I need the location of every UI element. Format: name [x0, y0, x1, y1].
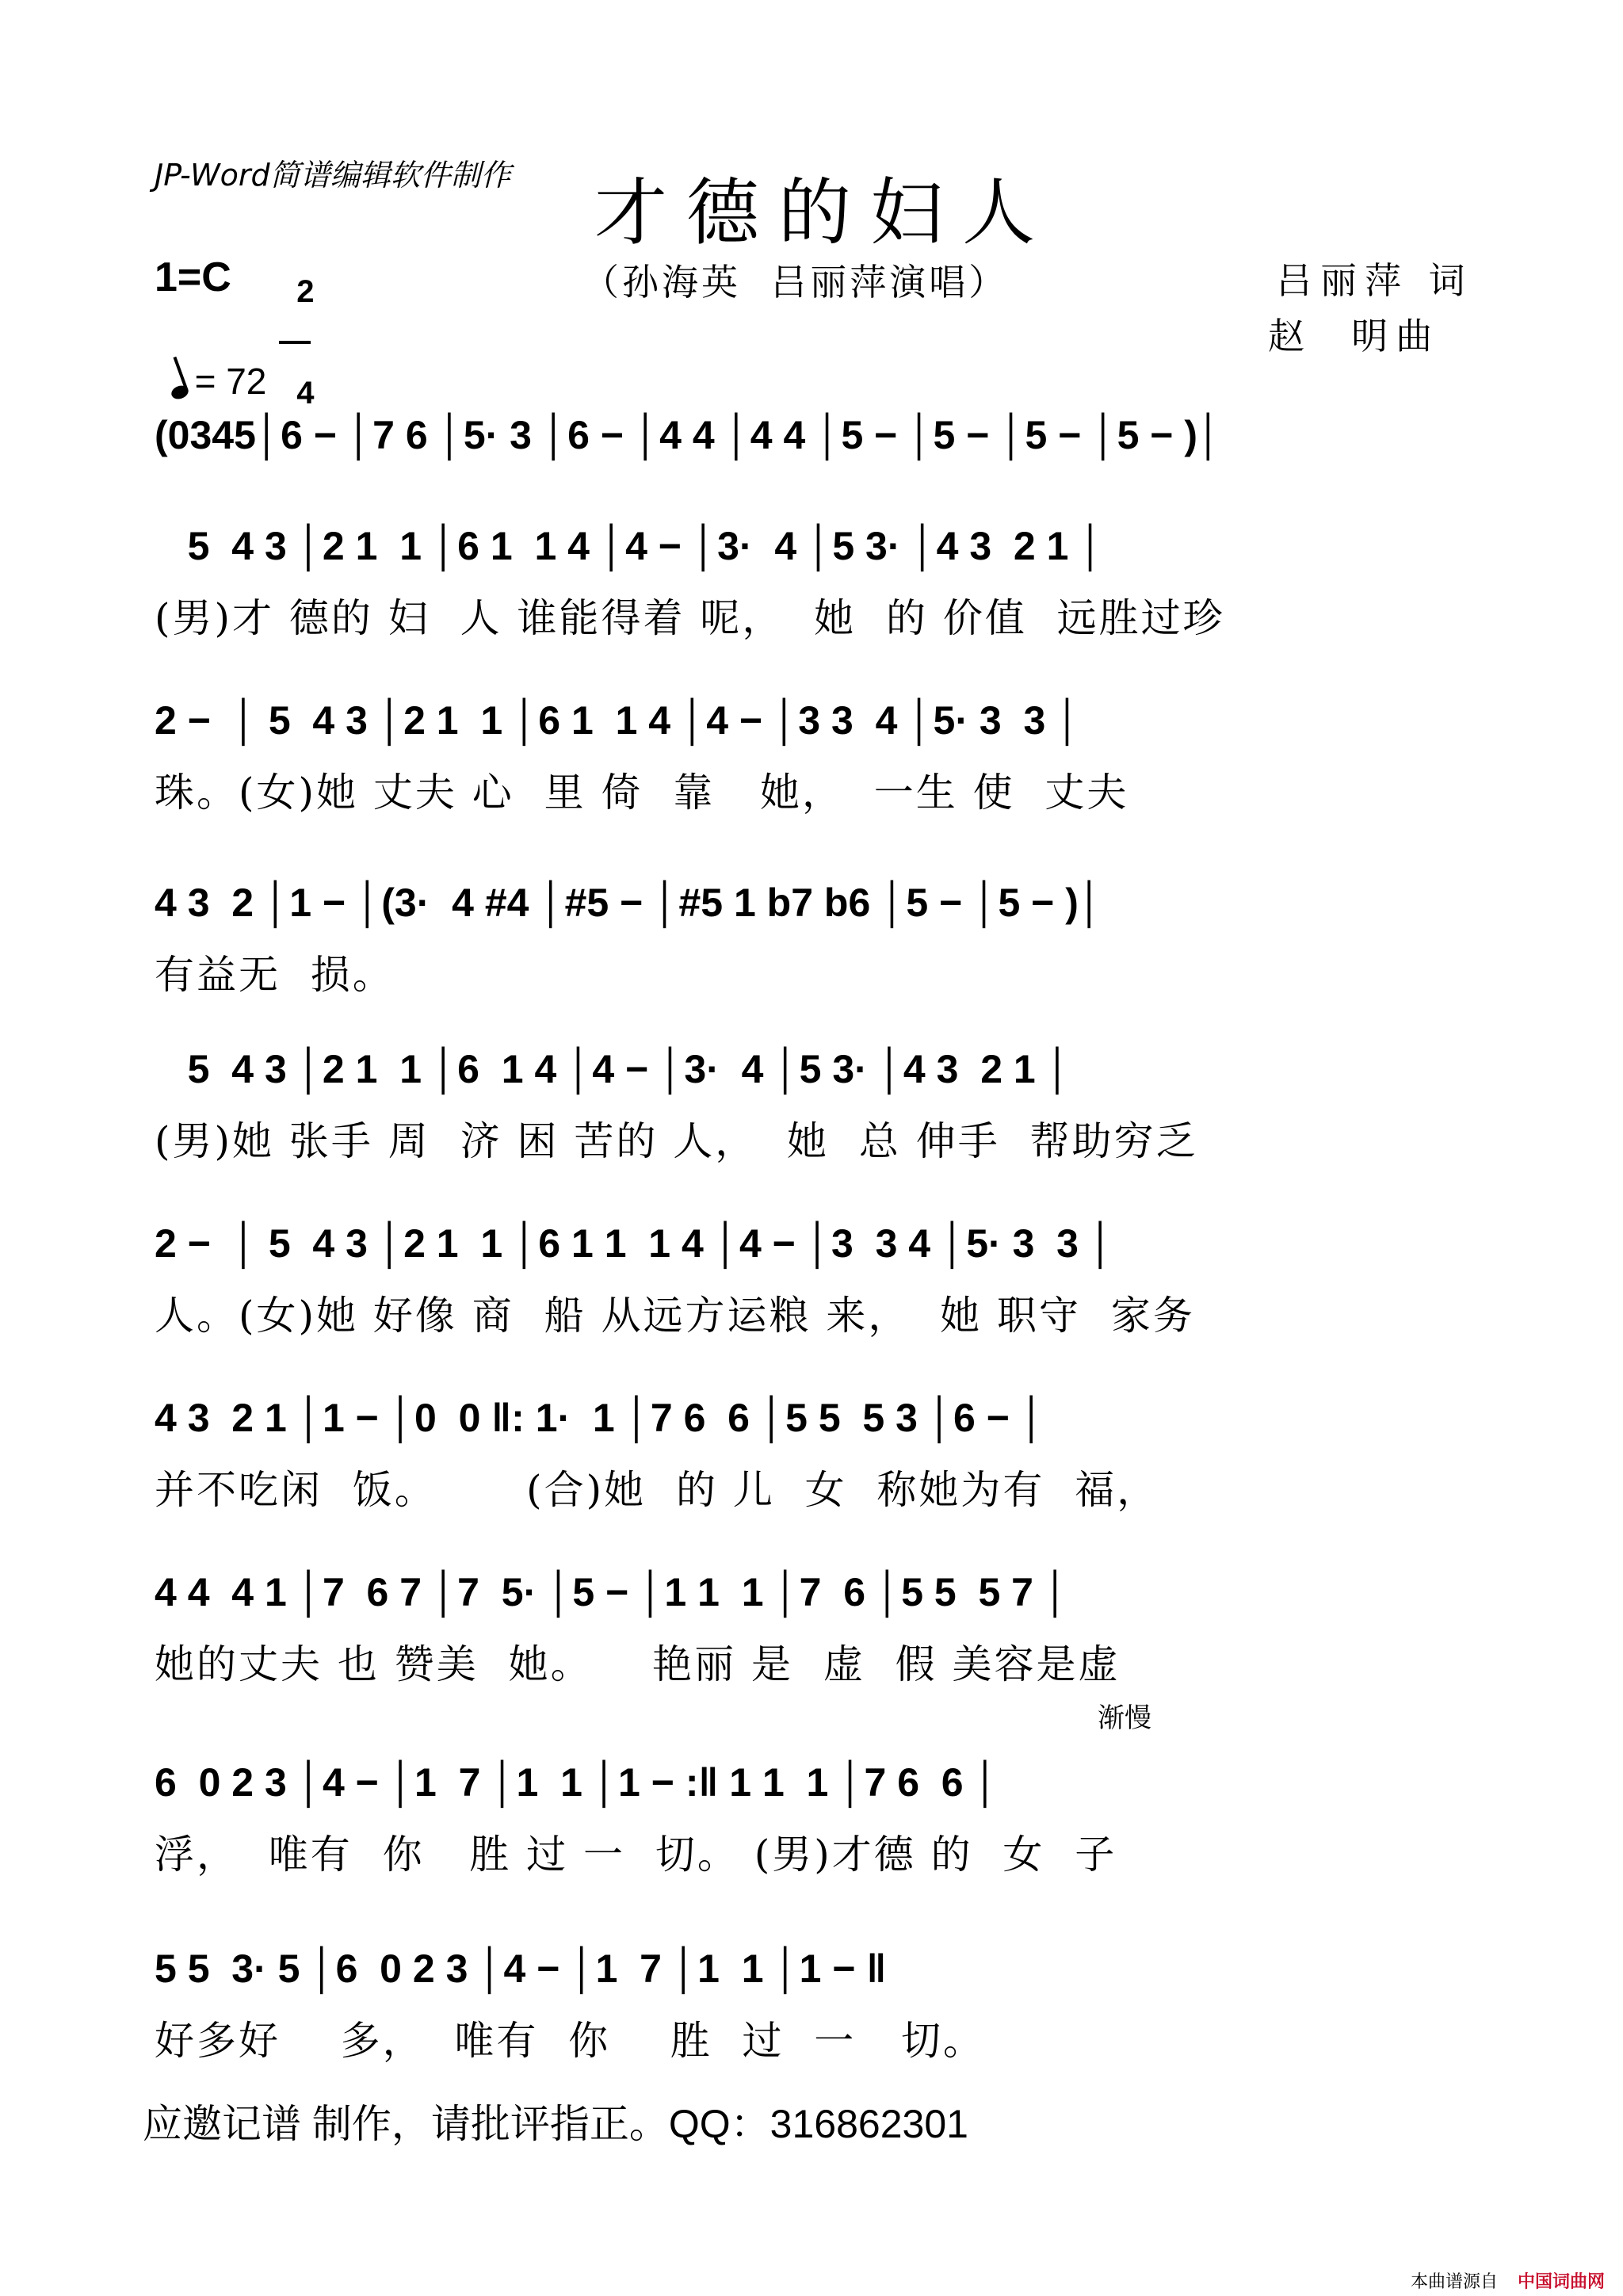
tempo-marking	[151, 317, 266, 403]
score-line-9-notes: 6 0 2 3 │4 − │1 7 │1 1 │1 − :‖ 1 1 1 │7 6 6 │	[155, 1760, 999, 1805]
score-line-7-notes: 4 3 2 1 │1 − │0 0 ‖: 1· 1 │7 6 6 │5 5 5 3 │6 − │	[155, 1396, 1046, 1440]
score-line-10-notes: 5 5 3· 5 │6 0 2 3 │4 − │1 7 │1 1 │1 − ‖	[155, 1946, 887, 1991]
score-line-8-notes: 4 4 4 1 │7 6 7 │7 5· │5 − │1 1 1 │7 6 │5 5 5 7 │	[155, 1570, 1070, 1614]
watermark-site: 中国词曲网	[1518, 2271, 1606, 2291]
score-line-8-lyrics: 她的丈夫 也 赞美 她。 艳丽 是 虚 假 美容是虚	[155, 1641, 1121, 1687]
time-divider	[279, 341, 311, 344]
score-line-7-lyrics: 并不吃闲 饭。 (合)她 的 儿 女 称她为有 福，	[155, 1467, 1159, 1513]
score-line-5-notes: 5 4 3 │2 1 1 │6 1 4 │4 − │3· 4 │5 3· │4 3 2 1 │	[155, 1047, 1071, 1091]
score-line-9-lyrics: 浮， 唯有 你 胜 过 一 切。 (男)才德 的 女 子	[155, 1832, 1117, 1878]
ritardando-annotation: 渐慢	[1098, 1702, 1151, 1734]
score-line-2-lyrics: (男)才 德的 妇 人 谁能得着 呢， 她 的 价值 远胜过珍	[155, 595, 1225, 641]
score-line-2-notes: 5 4 3 │2 1 1 │6 1 1 4 │4 − │3· 4 │5 3· │4 3 2 1 │	[155, 524, 1105, 568]
score-line-1-notes: (0345│6 − │7 6 │5· 3 │6 − │4 4 │4 4 │5 − │5 − │5 − │5 − )│	[155, 413, 1223, 457]
score-line-3-notes: 2 − │ 5 4 3 │2 1 1 │6 1 1 4 │4 − │3 3 4 │5· 3 3 │	[155, 698, 1082, 743]
score-line-6-notes: 2 − │ 5 4 3 │2 1 1 │6 1 1 1 4 │4 − │3 3 4 │5· 3 3 │	[155, 1221, 1115, 1266]
score-line-10-lyrics: 好多好 多， 唯有 你 胜 过 一 切。	[155, 2018, 985, 2064]
tempo-value: = 72	[194, 361, 267, 402]
performer-subtitle: （孙海英 吕丽萍演唱）	[582, 261, 1009, 304]
song-title: 才德的妇人	[594, 170, 1055, 255]
time-denominator: 4	[296, 376, 315, 411]
score-line-4-lyrics: 有益无 损。	[155, 952, 395, 998]
key-signature: 1=C	[155, 254, 231, 300]
score-line-4-notes: 4 3 2 │1 − │(3· 4 #4 │#5 − │#5 1 b7 b6 │5 − │5 − )│	[155, 881, 1104, 925]
score-line-6-lyrics: 人。(女)她 好像 商 船 从远方运粮 来， 她 职守 家务	[155, 1293, 1195, 1339]
time-signature	[279, 244, 315, 411]
watermark-source: 本曲谱源自	[1411, 2271, 1499, 2291]
quarter-note-icon	[169, 384, 189, 402]
score-line-5-lyrics: (男)她 张手 周 济 困 苦的 人， 她 总 伸手 帮助穷乏	[155, 1118, 1198, 1164]
software-credit: JP-Word简谱编辑软件制作	[155, 158, 511, 193]
composer: 赵 明曲	[1268, 315, 1441, 357]
time-numerator: 2	[296, 274, 315, 309]
score-line-3-lyrics: 珠。(女)她 丈夫 心 里 倚 靠 她， 一生 使 丈夫	[155, 770, 1129, 816]
lyricist: 吕丽萍 词	[1276, 259, 1473, 302]
transcriber-note: 应邀记谱 制作，请批评指正。QQ：316862301	[143, 2102, 968, 2146]
